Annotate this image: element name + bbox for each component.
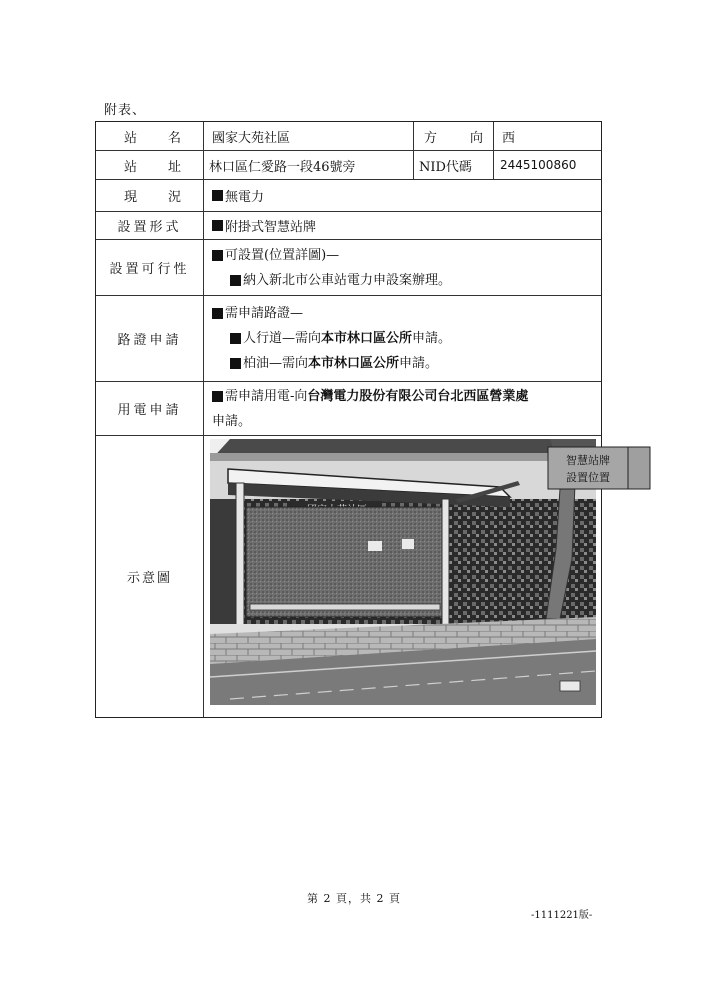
road-permit-value-cell [204,296,601,381]
diagram-photo-cell [204,436,610,717]
callout-line-1: 智慧站牌 [566,454,610,467]
station-name-row [96,122,601,150]
checkbox-filled-icon [212,250,223,261]
setup-label: 設置形式 [96,212,204,239]
feasibility-line-2: 納入新北市公車站電力申設案辦理。 [243,272,452,288]
checkbox-filled-icon [212,391,223,402]
checkbox-filled-icon [212,190,223,201]
checkbox-filled-icon [230,275,241,286]
address-label: 站 址 [96,151,204,179]
status-label: 現 況 [96,180,204,211]
feasibility-value-cell [204,240,601,295]
direction-label: 方 向 [414,122,494,150]
power-label: 用電申請 [96,382,204,435]
feasibility-label: 設置可行性 [96,240,204,295]
power-company: 台灣電力股份有限公司台北西區營業處 [307,388,529,404]
setup-row [96,211,601,239]
version-label: -1111221版- [531,910,593,921]
power-line-2: 申請。 [212,413,252,429]
road-permit-asphalt-office: 本市林口區公所 [308,356,400,371]
nid-value: 2445100860 [500,158,577,172]
road-permit-label: 路證申請 [96,296,204,381]
bus-stop-photo [210,439,610,705]
status-row [96,179,601,211]
diagram-label: 示意圖 [96,436,204,717]
road-permit-sidewalk-office: 本市林口區公所 [321,331,413,346]
power-value-cell [204,382,601,435]
road-permit-sidewalk-c: 申請。 [412,331,452,346]
road-permit-sidewalk-a: 人行道—需向 [243,331,322,346]
attachment-title: 附表、 [104,103,147,118]
feasibility-row [96,239,601,295]
page-number: 第 2 頁，共 2 頁 [307,892,401,905]
diagram-row [96,435,610,717]
road-permit-asphalt-a: 柏油—需向 [243,356,309,371]
road-permit-row [96,295,601,381]
road-permit-asphalt-c: 申請。 [399,356,439,371]
checkbox-filled-icon [230,358,241,369]
station-name-label: 站 名 [96,122,204,150]
checkbox-filled-icon [230,333,241,344]
nid-label: NID代碼 [414,151,494,179]
address-value: 林口區仁愛路一段46號旁 [204,151,414,179]
road-permit-line-1: 需申請路證— [225,306,304,321]
address-row [96,150,601,179]
checkbox-filled-icon [212,220,223,231]
status-value-cell [204,180,601,211]
station-name-value: 國家大苑社區 [204,122,414,150]
callout-line-2: 設置位置 [566,471,610,484]
status-value: 無電力 [225,190,265,205]
power-row [96,381,601,435]
station-info-table [95,121,610,718]
checkbox-filled-icon [212,308,223,319]
direction-value: 西 [502,130,516,146]
power-line-1a: 需申請用電-向 [225,388,308,404]
setup-value-cell [204,212,601,239]
feasibility-line-1: 可設置(位置詳圖)— [225,247,340,263]
setup-value: 附掛式智慧站牌 [225,220,317,235]
